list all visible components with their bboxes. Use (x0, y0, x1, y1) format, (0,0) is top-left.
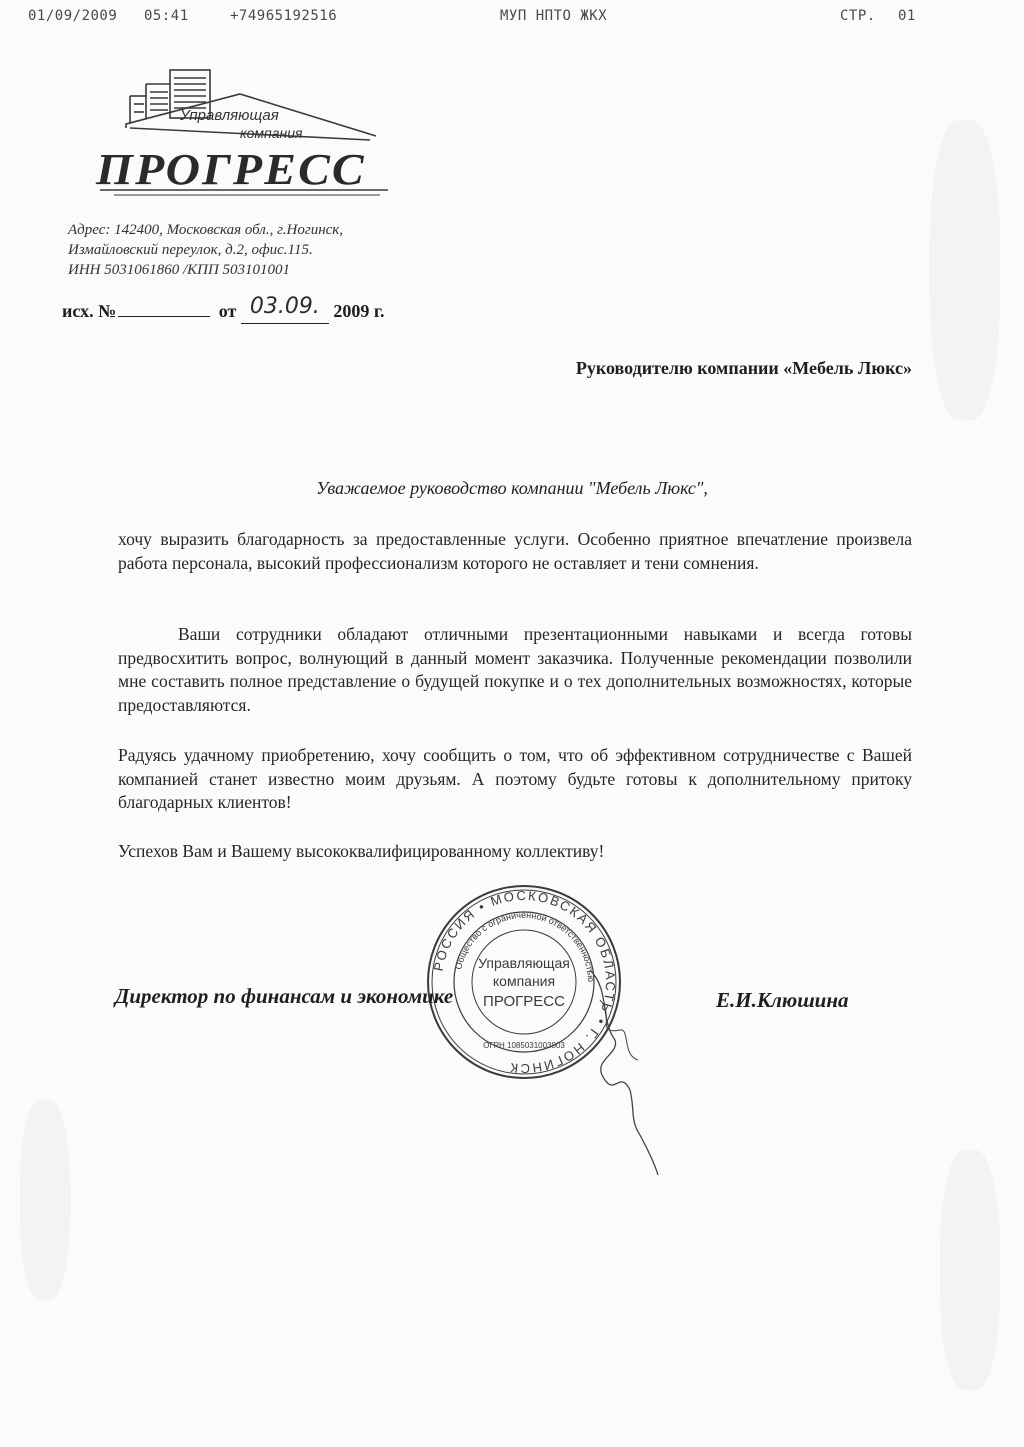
svg-text:Управляющая: Управляющая (478, 955, 570, 971)
handwritten-signature (560, 960, 680, 1180)
outgoing-reference (62, 294, 385, 324)
signatory-name: Е.И.Клюшина (716, 988, 849, 1012)
fax-page-number: 01 (898, 8, 916, 24)
paragraph-4: Успехов Вам и Вашему высококвалифицированному коллективу! (118, 841, 605, 861)
fax-page-label: СТР. (840, 8, 876, 24)
paragraph-1: хочу выразить благодарность за предоставленные услуги. Особенно приятное впечатление произвела работа персонала, высокий профессионализм которого не оставляет и тени сомнения. (118, 529, 912, 573)
fax-time: 05:41 (144, 8, 189, 24)
scan-smudge (20, 1100, 70, 1300)
svg-text:ОГРН 1085031003803: ОГРН 1085031003803 (483, 1041, 565, 1050)
scan-smudge (940, 1150, 1000, 1390)
signatory-title: Директор по финансам и экономике (115, 984, 454, 1008)
svg-text:компания: компания (492, 973, 556, 989)
company-address (68, 220, 343, 280)
reference-from: от (218, 301, 237, 321)
paragraph-2: Ваши сотрудники обладают отличными презентационными навыками и всегда готовы предвосхитить вопрос, волнующий в данный момент заказчика. Полученные рекомендации позволили мне составить полное представление о будущей покупке и о тех дополнительных возможностях, которые предоставляются. (118, 624, 912, 715)
svg-text:РОССИЯ • МОСКОВСКАЯ ОБЛАСТЬ •: РОССИЯ • МОСКОВСКАЯ ОБЛАСТЬ • Г. НОГИНСК (430, 887, 619, 1077)
greeting: Уважаемое руководство компании "Мебель Люкс", (316, 478, 708, 498)
paragraph-3: Радуясь удачному приобретению, хочу сообщить о том, что об эффективном сотрудничестве с Вашей компанией станет известно моим друзьям. А поэтому будьте готовы к дополнительному притоку благодарных клиентов! (118, 745, 912, 812)
recipient: Руководителю компании «Мебель Люкс» (575, 358, 912, 378)
reference-prefix: исх. № (62, 301, 117, 321)
handwritten-date: 03.09. (249, 294, 320, 319)
fax-phone: +74965192516 (230, 8, 338, 24)
svg-text:ПРОГРЕСС: ПРОГРЕСС (483, 993, 565, 1010)
fax-date: 01/09/2009 (28, 8, 118, 24)
logo-company-name: ПРОГРЕСС (96, 145, 366, 194)
logo-line-2: компания (240, 125, 303, 141)
reference-number-blank (118, 316, 210, 317)
address-line: Адрес: 142400, Московская обл., г.Ногинск, (68, 222, 344, 238)
svg-text:Общество с ограниченной ответс: Общество с ограниченной ответственностью (453, 909, 597, 983)
scan-smudge (930, 120, 1000, 420)
company-logo (90, 66, 400, 201)
reference-date-field (241, 294, 329, 324)
logo-line-1: Управляющая (180, 107, 279, 124)
address-line: Измайловский переулок, д.2, офис.115. (68, 242, 313, 258)
tax-id-line: ИНН 5031061860 /КПП 503101001 (68, 262, 291, 278)
fax-sender: МУП НПТО ЖКХ (500, 8, 608, 24)
reference-year: 2009 г. (333, 301, 385, 321)
